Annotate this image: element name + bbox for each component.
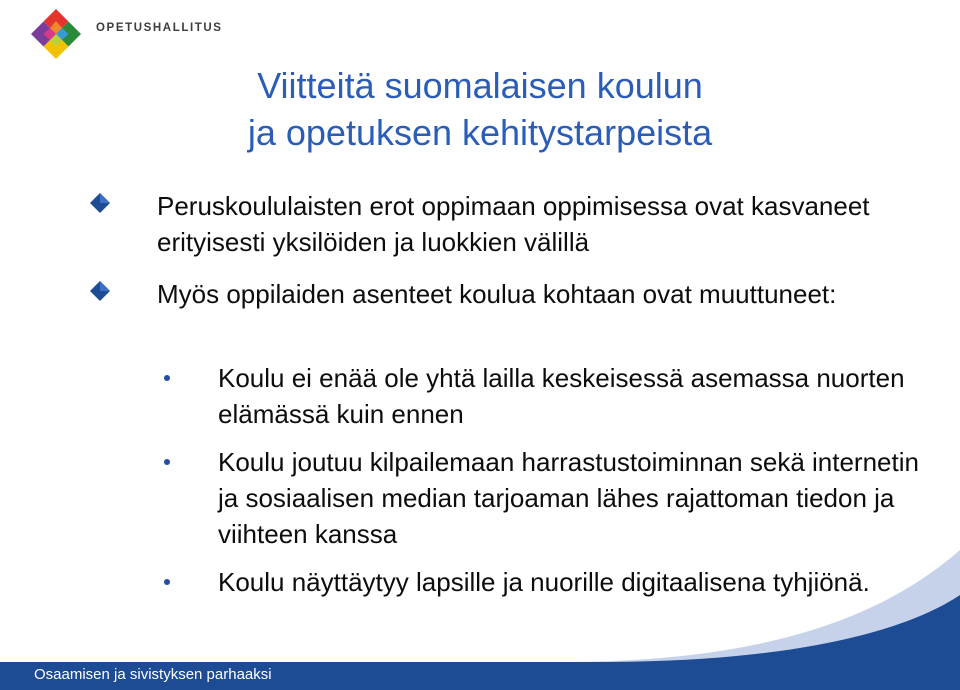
- sub-bullet-text: Koulu ei enää ole yhtä lailla keskeisessä asemassa nuorten elämässä kuin ennen: [218, 363, 905, 429]
- footer-slogan: Osaamisen ja sivistyksen parhaaksi: [34, 666, 272, 683]
- sub-bullet-item: [218, 360, 938, 432]
- diamond-bullet-icon: [89, 280, 111, 302]
- sub-bullet-item: [218, 444, 938, 552]
- slide-title: [0, 62, 960, 156]
- slide-title-line-1: Viitteitä suomalaisen koulun: [257, 65, 703, 106]
- diamond-bullet-icon: [89, 192, 111, 214]
- sub-bullet-text: Koulu joutuu kilpailemaan harrastustoiminnan sekä internetin ja sosiaalisen median tarjoaman lähes rajattoman tiedon ja viihteen kanssa: [218, 447, 919, 549]
- dot-bullet-icon: [164, 459, 170, 465]
- bullet-text: Peruskoululaisten erot oppimaan oppimisessa ovat kasvaneet erityisesti yksilöiden ja luokkien välillä: [157, 191, 870, 257]
- bullet-text: Myös oppilaiden asenteet koulua kohtaan ovat muuttuneet:: [157, 279, 837, 309]
- dot-bullet-icon: [164, 375, 170, 381]
- slide-title-line-2: ja opetuksen kehitystarpeista: [247, 112, 713, 153]
- opetushallitus-logo-icon: [30, 8, 82, 60]
- brand-name: OPETUSHALLITUS: [96, 22, 223, 34]
- bullet-item: [157, 276, 917, 312]
- sub-bullet-text: Koulu näyttäytyy lapsille ja nuorille digitaalisena tyhjiönä.: [218, 567, 870, 597]
- bullet-item: [157, 188, 917, 260]
